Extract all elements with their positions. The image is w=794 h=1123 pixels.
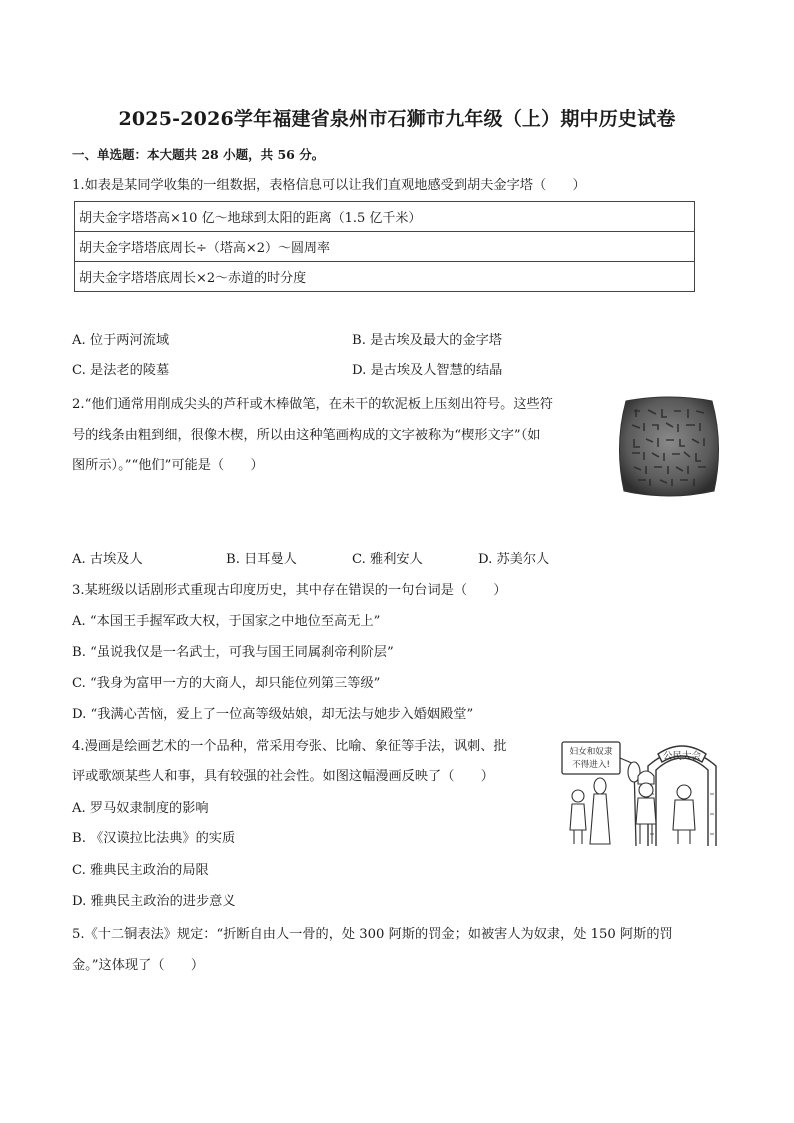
question-2-line-3: 图所示）。”“他们”可能是（ ） [72,458,264,473]
question-2-line-2: 号的线条由粗到细，很像木楔，所以由这种笔画构成的文字被称为“楔形文字”（如 [72,428,541,443]
question-1-option-d: D. 是古埃及人智慧的结晶 [352,363,503,378]
question-1-stem: 1.如表是某同学收集的一组数据，表格信息可以让我们直观地感受到胡夫金字塔（ ） [72,178,586,193]
question-1-table [74,201,695,292]
question-5-line-1: 5.《十二铜表法》规定：“折断自由人一骨的，处 300 阿斯的罚金；如被害人为奴隶，处 150 阿斯的罚 [72,927,673,942]
question-3-stem: 3.某班级以话剧形式重现古印度历史，其中存在错误的一句台词是（ ） [72,583,507,598]
question-4-line-1: 4.漫画是绘画艺术的一个品种，常采用夸张、比喻、象征等手法，讽刺、批 [72,739,507,754]
question-2-option-a: A. 古埃及人 [72,552,143,567]
cuneiform-tablet-image [614,395,724,499]
question-2-line-1: 2.“他们通常用削成尖头的芦秆或木棒做笔，在未干的软泥板上压刻出符号。这些符 [72,397,553,412]
question-3-option-d: D. “我满心苦恼，爱上了一位高等级姑娘，却无法与她步入婚姻殿堂” [72,707,474,722]
cartoon-sign-line-2: 不得进入! [572,760,610,770]
table-cell: 胡夫金字塔塔底周长÷（塔高×2）～圆周率 [75,232,695,262]
question-4-option-a: A. 罗马奴隶制度的影响 [72,801,209,816]
question-4-option-b: B. 《汉谟拉比法典》的实质 [72,831,236,846]
question-3-option-a: A. “本国王手握军政大权，于国家之中地位至高无上” [72,614,381,629]
question-5-line-2: 金。”这体现了（ ） [72,958,205,973]
table-cell: 胡夫金字塔塔高×10 亿～地球到太阳的距离（1.5 亿千米） [75,202,695,232]
question-2-option-b: B. 日耳曼人 [226,552,297,567]
question-4-option-d: D. 雅典民主政治的进步意义 [72,894,236,909]
table-row [75,232,695,262]
table-row [75,202,695,232]
question-4-line-2: 评或歌颂某些人和事，具有较强的社会性。如图这幅漫画反映了（ ） [72,769,494,784]
table-cell: 胡夫金字塔塔底周长×2～赤道的时分度 [75,262,695,292]
cartoon-arch-label: 公民大会 [662,751,702,762]
page-title: 2025-2026学年福建省泉州市石狮市九年级（上）期中历史试卷 [118,108,676,130]
question-1-option-a: A. 位于两河流域 [72,333,170,348]
question-2-option-d: D. 苏美尔人 [478,552,550,567]
question-3-option-b: B. “虽说我仅是一名武士，可我与国王同属刹帝利阶层” [72,645,394,660]
question-1-option-b: B. 是古埃及最大的金字塔 [352,333,502,348]
assembly-cartoon-image [554,734,722,852]
table-row [75,262,695,292]
question-3-option-c: C. “我身为富甲一方的大商人，却只能位列第三等级” [72,676,381,691]
question-1-option-c: C. 是法老的陵墓 [72,363,170,378]
cartoon-sign-line-1: 妇女和奴隶 [569,747,613,757]
question-2-option-c: C. 雅利安人 [352,552,423,567]
question-4-option-c: C. 雅典民主政治的局限 [72,863,209,878]
section-heading: 一、单选题：本大题共 28 小题，共 56 分。 [72,147,325,162]
